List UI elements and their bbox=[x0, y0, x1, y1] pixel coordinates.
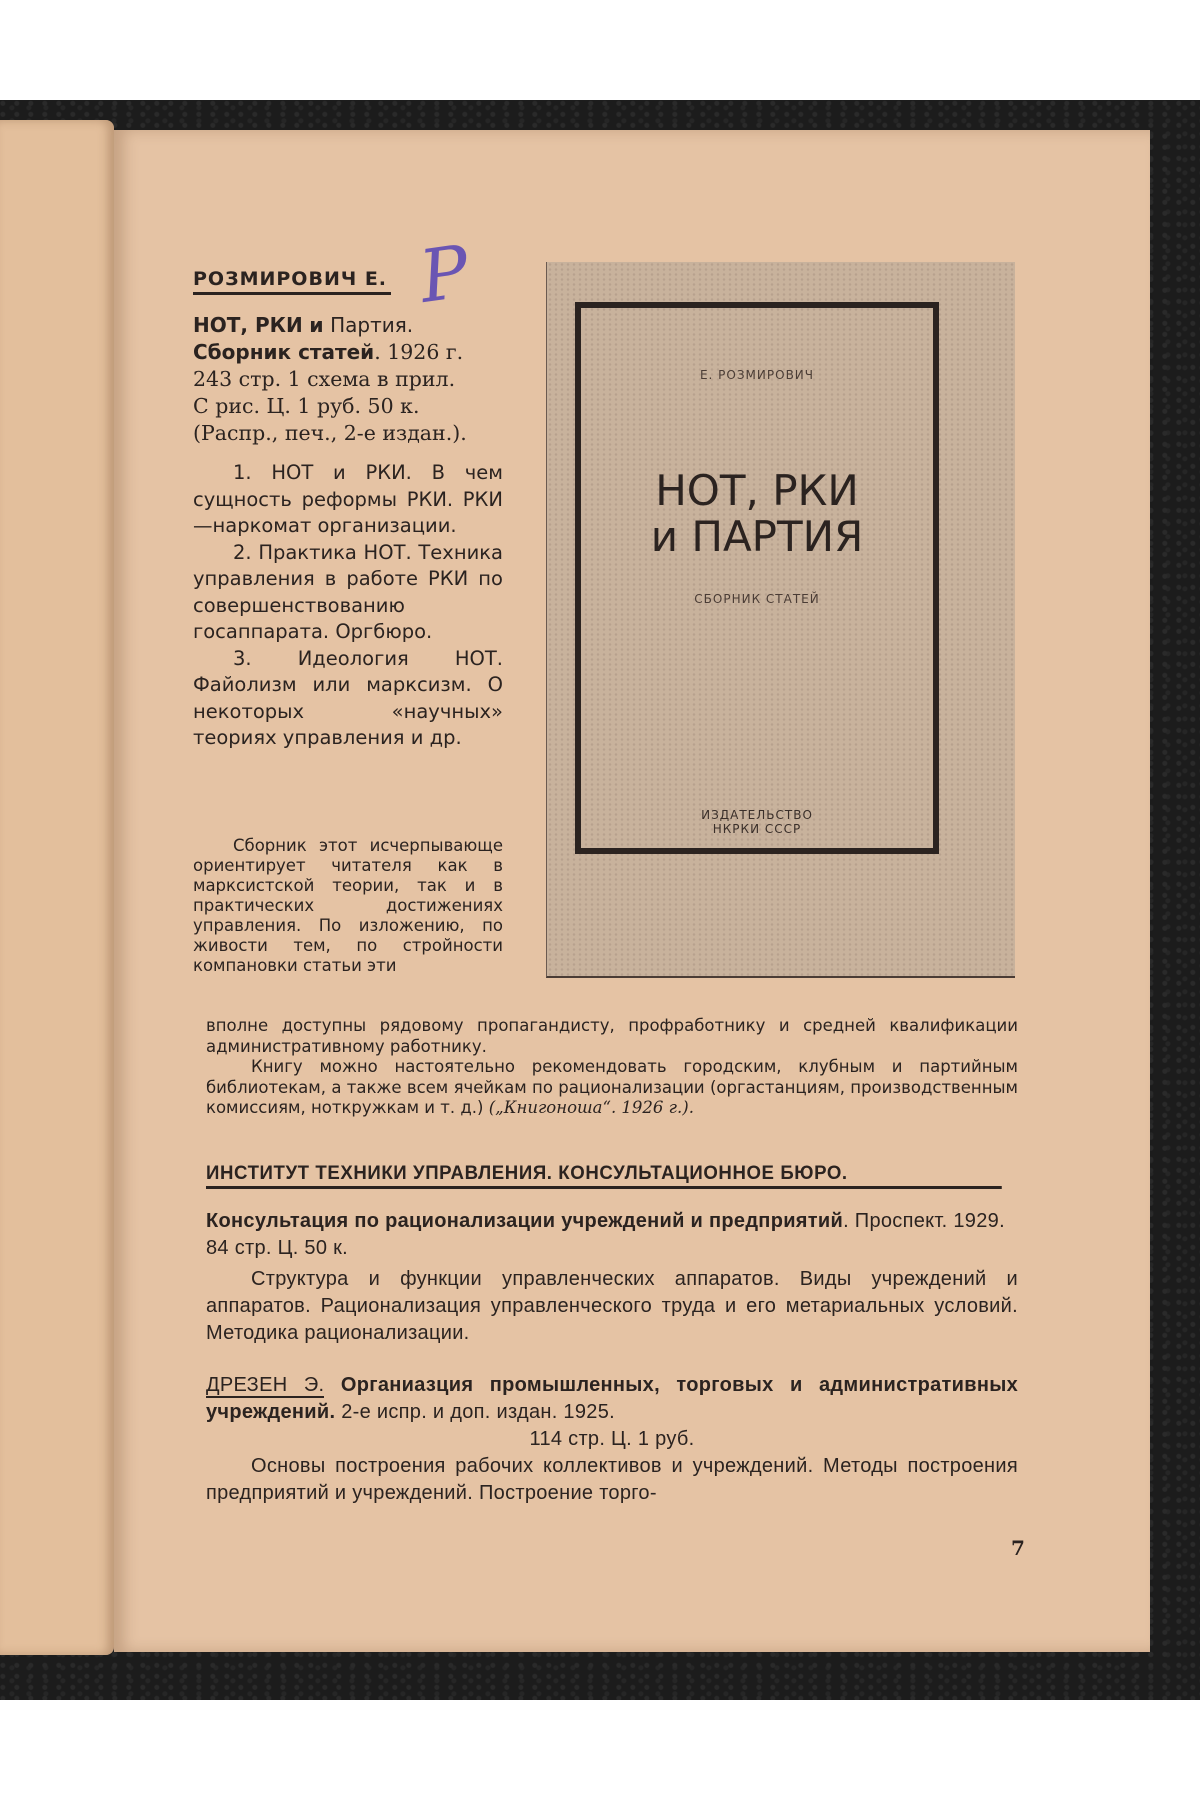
cover-subtitle: СБОРНИК СТАТЕЙ bbox=[694, 592, 820, 606]
toc-item: 1. НОТ и РКИ. В чем сущность реформы РКИ. РКИ—наркомат организации. bbox=[193, 461, 503, 537]
cover-title-line2: и ПАРТИЯ bbox=[650, 512, 864, 561]
entry-2 bbox=[206, 1208, 1018, 1347]
entry-author: РОЗМИРОВИЧ Е. bbox=[193, 268, 391, 295]
entry-3-author: ДРЕЗЕН Э. bbox=[206, 1374, 325, 1396]
toc-item: 2. Практика НОТ. Техника управления в работе РКИ по совершенствованию госаппарата. Оргбюро. bbox=[193, 540, 503, 643]
recommendation-text: Книгу можно настоятельно рекомендовать городским, клубным и партийным библиотекам, а также всем ячейкам по рационализации (оргастанциям, производственным комиссиям, ноткружкам и т. д.) bbox=[206, 1057, 1018, 1117]
entry-title-block bbox=[193, 312, 503, 447]
subtitle-line bbox=[193, 339, 503, 366]
entry-3-details-2: 114 стр. Ц. 1 руб. bbox=[529, 1428, 695, 1450]
review-recommendation bbox=[206, 1057, 1018, 1119]
entry-3-details: 2-е испр. и доп. издан. 1925. bbox=[341, 1401, 615, 1423]
cover-title-line1: НОТ, РКИ bbox=[655, 466, 859, 515]
pages-line: 243 стр. 1 схема в прил. bbox=[193, 367, 456, 391]
subtitle-year: . 1926 г. bbox=[374, 340, 464, 364]
entry-2-description: Структура и функции управленческих аппаратов. Виды учреждений и аппаратов. Рационализация управленческого труда и его метариальных условий. Методика рационализации. bbox=[206, 1268, 1018, 1344]
cover-publisher bbox=[581, 808, 933, 836]
cover-frame bbox=[575, 302, 939, 854]
review-text: вполне доступны рядовому пропагандисту, профработнику и средней квалификации административному работнику. bbox=[206, 1016, 1018, 1056]
title-line bbox=[193, 312, 503, 339]
review-column bbox=[193, 836, 503, 976]
left-page-edge bbox=[0, 120, 114, 1655]
review-text: Сборник этот исчерпывающе ориентирует читателя как в марксистской теории, так и в практических достижениях управления. По изложению, по живости тем, по стройности компановки статьи эти bbox=[193, 836, 503, 975]
section-heading: ИНСТИТУТ ТЕХНИКИ УПРАВЛЕНИЯ. КОНСУЛЬТАЦИОННОЕ БЮРО. bbox=[206, 1163, 1002, 1189]
edition-line: (Распр., печ., 2-е издан.). bbox=[193, 421, 467, 445]
title-bold: НОТ, РКИ bbox=[193, 313, 303, 337]
cover-title bbox=[581, 468, 933, 560]
price-line: С рис. Ц. 1 руб. 50 к. bbox=[193, 394, 420, 418]
book-cover-image bbox=[546, 262, 1015, 978]
entry-2-title-bold: Консультация по рационализации учреждений и предприятий bbox=[206, 1210, 844, 1232]
title-and: и bbox=[309, 313, 324, 337]
entry-3-description: Основы построения рабочих коллективов и учреждений. Методы построения предприятий и учреждений. Построение торго- bbox=[206, 1455, 1018, 1504]
table-of-contents bbox=[193, 460, 503, 752]
cover-publisher-line2: НКРКИ СССР bbox=[712, 822, 802, 836]
title-bold-2: Партия. bbox=[330, 313, 414, 337]
cover-author: Е. РОЗМИРОВИЧ bbox=[699, 368, 815, 382]
page-number: 7 bbox=[1011, 1536, 1025, 1560]
handwritten-mark: Р bbox=[414, 229, 475, 319]
review-wide bbox=[206, 1016, 1018, 1119]
entry-3-title-bold: Органиазция промышленных, торговых и административных учреждений. bbox=[206, 1374, 1018, 1423]
entry-2-title bbox=[206, 1208, 1018, 1262]
entry-2-details: . Проспект. 1929. 84 стр. Ц. 50 к. bbox=[206, 1210, 1005, 1259]
subtitle-bold: Сборник статей bbox=[193, 340, 375, 364]
entry-3 bbox=[206, 1372, 1018, 1507]
entry-3-title bbox=[206, 1372, 1018, 1426]
cover-publisher-line1: ИЗДАТЕЛЬСТВО bbox=[701, 808, 813, 822]
toc-item: 3. Идеология НОТ. Файолизм или марксизм. О некоторых «научных» теориях управления и др. bbox=[193, 646, 503, 749]
review-source: („Книгоноша“. 1926 г.). bbox=[488, 1098, 694, 1117]
